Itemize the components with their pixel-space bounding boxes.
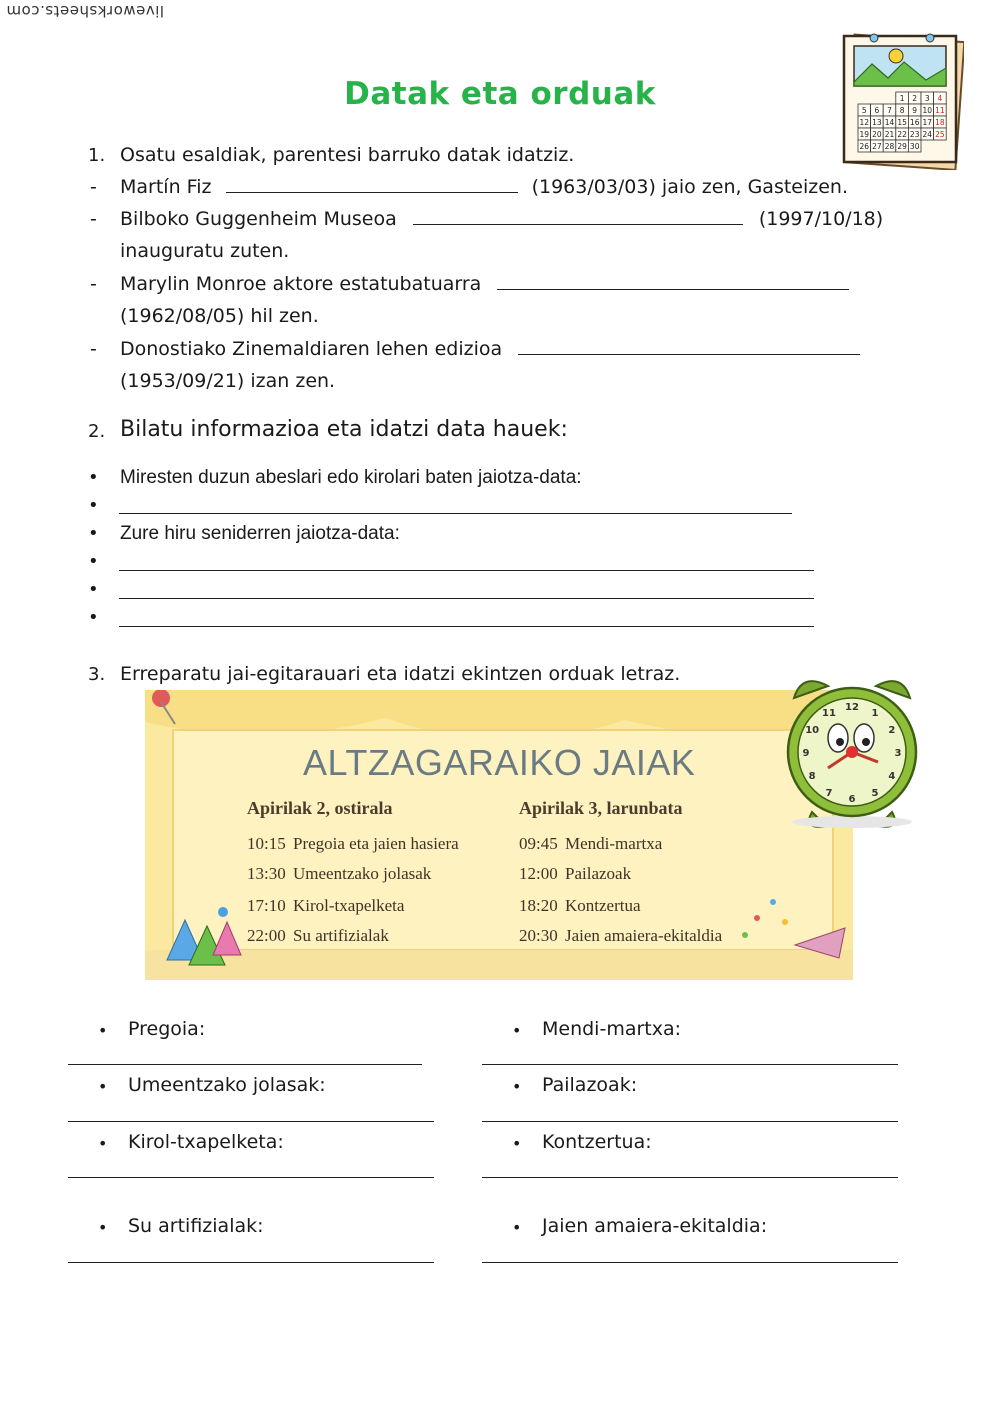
festival-poster [145, 690, 853, 980]
clock-number: 11 [822, 708, 836, 720]
calendar-day: 16 [909, 118, 920, 127]
day2-heading: Apirilak 3, larunbata [519, 798, 683, 818]
clock-number: 2 [888, 725, 896, 736]
event-time: 12:00 [519, 864, 558, 883]
answer-label: Jaien amaiera-ekitaldia: [542, 1215, 768, 1237]
event-time: 09:45 [519, 834, 558, 853]
item-1-blank[interactable] [226, 176, 518, 193]
answer-label: Mendi-martxa: [542, 1018, 682, 1040]
bullet: • [88, 551, 99, 572]
calendar-day: 4 [937, 94, 943, 103]
section-2-instruction: Bilatu informazioa eta idatzi data hauek: [120, 417, 568, 442]
calendar-day: 3 [924, 94, 930, 103]
poster-title: ALTZAGARAIKO JAIAK [303, 742, 696, 783]
day1-heading: Apirilak 2, ostirala [247, 798, 393, 818]
answer-line-family-1[interactable] [119, 570, 814, 571]
bullet: • [98, 1134, 108, 1153]
clock-number: 6 [848, 794, 856, 805]
item-4-text: Donostiako Zinemaldiaren lehen edizioa [120, 338, 503, 360]
clock-number: 10 [805, 725, 820, 736]
answer-line[interactable] [482, 1177, 898, 1178]
answer-line[interactable] [68, 1121, 434, 1122]
day1-event [247, 926, 389, 946]
event-name: Kirol-txapelketa [293, 896, 405, 915]
event-name: Umeentzako jolasak [293, 864, 432, 883]
clock-number: 12 [845, 702, 859, 713]
clock-number: 3 [894, 748, 902, 759]
item-1 [120, 176, 848, 198]
clock-number: 8 [808, 771, 816, 782]
day1-event [247, 834, 459, 854]
calendar-day: 26 [859, 142, 870, 151]
calendar-day: 15 [897, 118, 907, 127]
item-2-date: (1997/10/18) [758, 208, 884, 230]
section-1-number: 1. [88, 145, 106, 166]
event-time: 22:00 [247, 926, 286, 945]
bullet: • [512, 1077, 522, 1096]
answer-label: Kirol-txapelketa: [128, 1131, 284, 1153]
item-2 [120, 208, 883, 230]
item-4-cont: (1953/09/21) izan zen. [120, 370, 336, 392]
item-4 [120, 338, 860, 360]
event-time: 18:20 [519, 896, 558, 915]
calendar-day: 13 [872, 118, 882, 127]
answer-label: Pailazoak: [542, 1074, 638, 1096]
answer-line[interactable] [68, 1262, 434, 1263]
bullet: • [88, 607, 99, 628]
item-3-blank[interactable] [497, 273, 849, 290]
item-4-dash: - [90, 338, 97, 360]
item-1-text: Martín Fiz [120, 176, 212, 198]
clock-illustration [782, 672, 922, 832]
bullet: • [512, 1134, 522, 1153]
answer-line[interactable] [482, 1064, 898, 1065]
event-name: Mendi-martxa [565, 834, 663, 853]
event-name: Kontzertua [565, 896, 641, 915]
item-3-dash: - [90, 273, 97, 295]
calendar-day: 21 [884, 130, 895, 139]
bullet: • [88, 523, 99, 544]
calendar-day: 8 [899, 106, 905, 115]
item-3-cont: (1962/08/05) hil zen. [120, 305, 319, 327]
answer-line-singer[interactable] [119, 513, 792, 514]
event-time: 10:15 [247, 834, 286, 853]
clock-number: 5 [871, 787, 879, 799]
day2-event [519, 896, 641, 916]
calendar-day: 11 [935, 106, 945, 115]
day2-event [519, 864, 631, 884]
bullet: • [88, 579, 99, 600]
item-3-text: Marylin Monroe aktore estatubatuarra [120, 273, 482, 295]
day2-event [519, 834, 662, 854]
bullet: • [88, 467, 99, 488]
bullet: • [98, 1218, 108, 1237]
section-1-instruction: Osatu esaldiak, parentesi barruko datak idatziz. [120, 144, 575, 166]
item-2-cont: inauguratu zuten. [120, 240, 290, 262]
answer-line-family-3[interactable] [119, 626, 814, 627]
calendar-day: 7 [887, 106, 892, 115]
clock-number: 1 [871, 708, 879, 720]
calendar-day: 20 [872, 130, 882, 139]
event-name: Pailazoak [565, 864, 632, 883]
day2-event [519, 926, 722, 946]
calendar-day: 19 [859, 130, 870, 139]
calendar-day: 1 [899, 94, 905, 103]
answer-line[interactable] [68, 1064, 422, 1065]
bullet: • [512, 1021, 522, 1040]
bullet: • [98, 1021, 108, 1040]
page-title: Datak eta orduak [344, 76, 656, 112]
event-time: 17:10 [247, 896, 286, 915]
answer-line-family-2[interactable] [119, 598, 814, 599]
item-2-blank[interactable] [413, 208, 743, 225]
answer-label: Umeentzako jolasak: [128, 1074, 326, 1096]
calendar-day: 18 [935, 118, 945, 127]
item-3 [120, 273, 849, 295]
bullet: • [88, 495, 99, 516]
calendar-day: 9 [912, 106, 918, 115]
day1-event [247, 864, 431, 884]
calendar-day: 24 [922, 130, 933, 139]
event-time: 20:30 [519, 926, 558, 945]
item-4-blank[interactable] [518, 338, 860, 355]
calendar-day: 2 [912, 94, 918, 103]
event-name: Jaien amaiera-ekitaldia [565, 926, 723, 945]
calendar-day: 6 [874, 106, 880, 115]
prompt-family: Zure hiru seniderren jaiotza-data: [120, 523, 400, 544]
item-2-dash: - [90, 208, 97, 230]
day1-event [247, 896, 404, 916]
clock-number: 9 [802, 748, 810, 759]
calendar-day: 10 [922, 106, 933, 115]
answer-line[interactable] [482, 1262, 898, 1263]
calendar-day: 29 [897, 142, 907, 151]
section-2-number: 2. [88, 421, 106, 442]
event-time: 13:30 [247, 864, 286, 883]
calendar-day: 30 [909, 142, 920, 151]
item-2-text: Bilboko Guggenheim Museoa [120, 208, 397, 230]
section-3-instruction: Erreparatu jai-egitarauari eta idatzi ekintzen orduak letraz. [120, 663, 681, 685]
calendar-day: 5 [861, 106, 867, 115]
answer-label: Kontzertua: [542, 1131, 652, 1153]
section-3-number: 3. [88, 664, 106, 685]
item-1-date: (1963/03/03) jaio zen, Gasteizen. [531, 176, 849, 198]
event-name: Su artifizialak [293, 926, 389, 945]
bullet: • [512, 1218, 522, 1237]
calendar-day: 12 [859, 118, 870, 127]
answer-label: Pregoia: [128, 1018, 206, 1040]
calendar-day: 17 [922, 118, 933, 127]
item-1-dash: - [90, 176, 97, 198]
calendar-day: 14 [884, 118, 895, 127]
clock-number: 4 [888, 771, 896, 782]
calendar-day: 28 [884, 142, 895, 151]
calendar-day: 22 [897, 130, 907, 139]
answer-line[interactable] [482, 1121, 898, 1122]
answer-line[interactable] [68, 1177, 434, 1178]
answer-label: Su artifizialak: [128, 1215, 264, 1237]
prompt-singer: Miresten duzun abeslari edo kirolari baten jaiotza-data: [120, 467, 582, 488]
event-name: Pregoia eta jaien hasiera [293, 834, 459, 853]
calendar-day: 25 [935, 130, 945, 139]
bullet: • [98, 1077, 108, 1096]
clock-number: 7 [825, 787, 833, 799]
calendar-day: 23 [909, 130, 920, 139]
calendar-day: 27 [872, 142, 882, 151]
watermark: liveworksheets.com [6, 2, 165, 20]
